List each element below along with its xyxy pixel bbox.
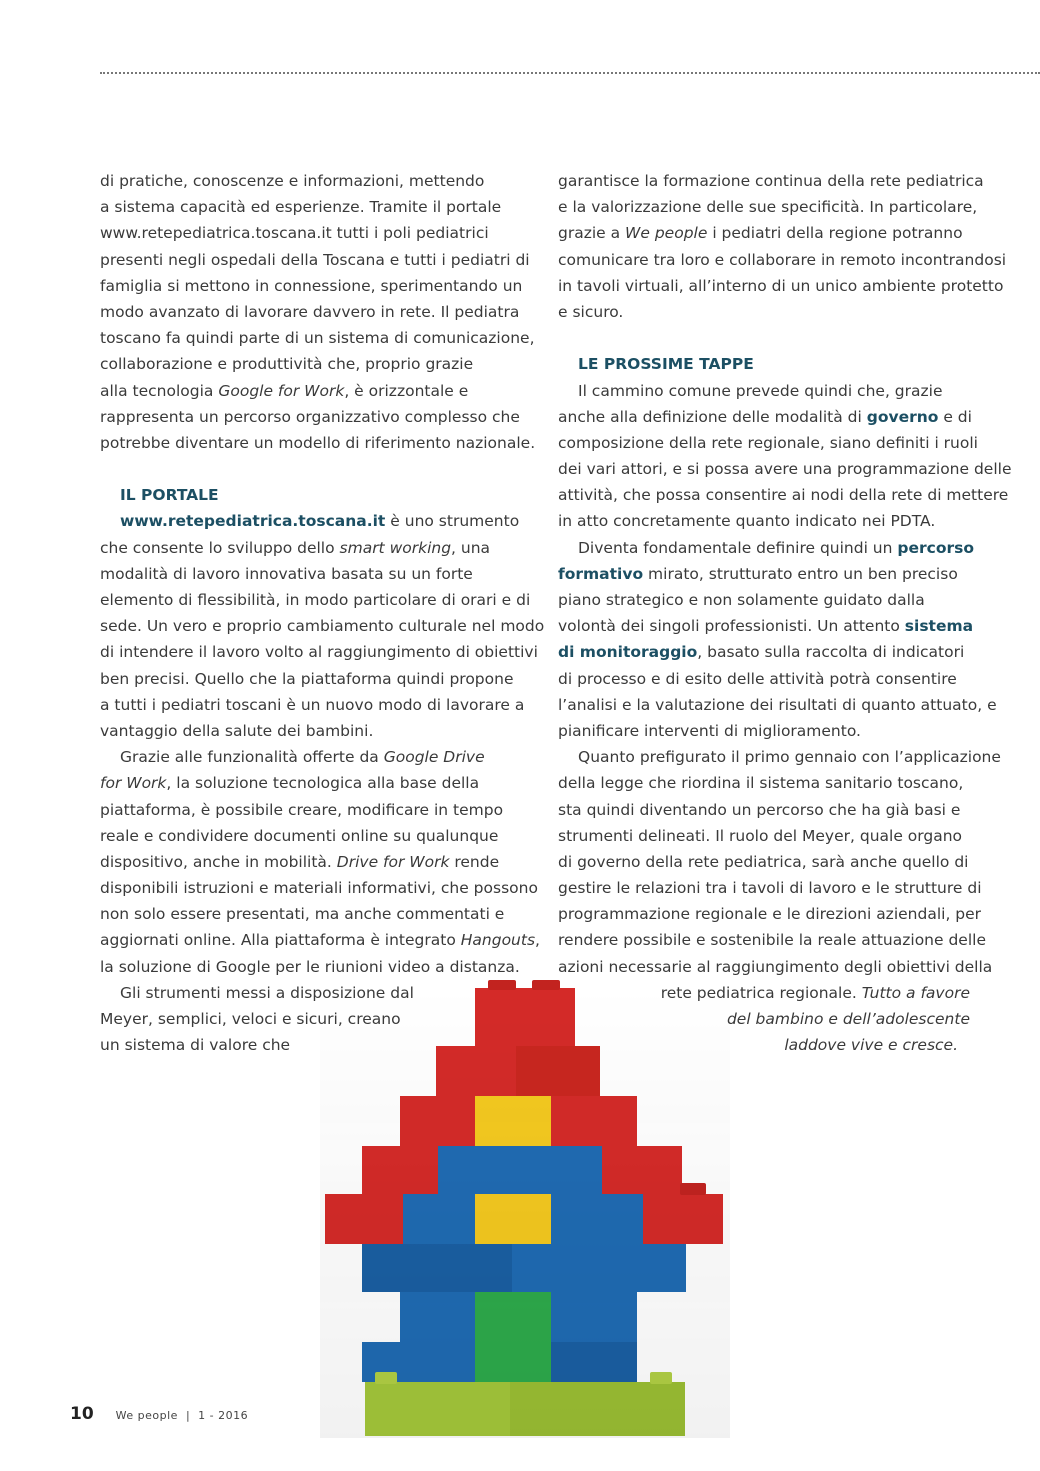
italic-text: smart working xyxy=(339,538,452,557)
text-span: Grazie alle funzionalità offerte da xyxy=(120,748,384,767)
text-line: strumenti delineati. Il ruolo del Meyer, quale organo xyxy=(558,826,963,845)
text-line: a sistema capacità ed esperienze. Tramite il portale xyxy=(100,198,502,217)
text-line: in tavoli virtuali, all’interno di un unico ambiente protetto xyxy=(558,276,1004,295)
text-line: toscano fa quindi parte di un sistema di comunicazione, xyxy=(100,329,535,348)
text-span: , la soluzione tecnologica alla base della xyxy=(166,774,480,793)
text-line xyxy=(558,404,990,430)
text-line: programmazione regionale e le direzioni aziendali, per xyxy=(558,905,982,924)
italic-text: del bambino e dell’adolescente xyxy=(726,1010,970,1028)
text-line xyxy=(558,535,990,561)
left-column xyxy=(100,168,545,1058)
text-line: elemento di flessibilità, in modo particolare di orari e di xyxy=(100,591,531,609)
text-line: della legge che riordina il sistema sanitario toscano, xyxy=(558,774,964,793)
text-span: rete pediatrica regionale. xyxy=(660,983,862,1002)
section-heading-portale: IL PORTALE xyxy=(120,486,219,505)
text-line: di processo e di esito delle attività potrà consentire xyxy=(558,669,957,688)
section-heading-tappe: LE PROSSIME TAPPE xyxy=(578,355,754,374)
italic-text: Hangouts xyxy=(460,931,536,950)
text-line xyxy=(100,770,540,796)
text-span: i pediatri della regione potranno xyxy=(707,224,963,243)
text-line: famiglia si mettono in connessione, sperimentando un xyxy=(100,276,523,295)
keyword: formativo xyxy=(558,564,644,583)
italic-text: Google Drive xyxy=(383,748,485,767)
text-span: , una xyxy=(451,538,491,557)
text-line: rendere possibile e sostenibile la reale attuazione delle xyxy=(558,931,986,950)
text-span: grazie a xyxy=(558,224,626,243)
text-line: collaborazione e produttività che, proprio grazie xyxy=(100,355,474,374)
text-line xyxy=(100,535,540,561)
text-line xyxy=(100,378,540,404)
text-line: Quanto prefigurato il primo gennaio con l’applicazione xyxy=(578,748,1001,767)
text-line: Gli strumenti messi a disposizione dal xyxy=(120,983,414,1002)
text-line: gestire le relazioni tra i tavoli di lavoro e le strutture di xyxy=(558,879,982,898)
text-span: dispositivo, anche in mobilità. xyxy=(100,852,337,871)
text-line xyxy=(558,220,990,246)
text-line: sta quindi diventando un percorso che ha già basi e xyxy=(558,800,961,819)
text-span: anche alla definizione delle modalità di xyxy=(558,407,867,426)
text-line: azioni necessarie al raggiungimento degli obiettivi della xyxy=(558,957,993,976)
text-line: composizione della rete regionale, siano definiti i ruoli xyxy=(558,433,978,452)
italic-text: Drive for Work xyxy=(336,852,450,871)
text-line: disponibili istruzioni e materiali informativi, che possono xyxy=(100,879,538,898)
text-span: Diventa fondamentale definire quindi un xyxy=(578,538,898,557)
text-line: sede. Un vero e proprio cambiamento culturale nel modo xyxy=(100,617,545,636)
text-span: mirato, strutturato entro un ben preciso xyxy=(643,564,958,583)
italic-text: Tutto a favore xyxy=(861,983,970,1002)
keyword: governo xyxy=(866,407,939,426)
text-line: comunicare tra loro e collaborare in remoto incontrandosi xyxy=(558,250,1007,269)
text-span: aggiornati online. Alla piattaforma è integrato xyxy=(100,931,461,950)
text-line xyxy=(558,613,990,639)
page-footer xyxy=(70,1404,248,1424)
text-line xyxy=(100,508,540,534)
italic-text: for Work xyxy=(100,774,167,793)
text-span: e di xyxy=(938,407,972,426)
text-line: vantaggio della salute dei bambini. xyxy=(100,721,374,740)
text-line: potrebbe diventare un modello di riferimento nazionale. xyxy=(100,433,536,452)
text-line xyxy=(100,744,540,770)
text-line: pianificare interventi di miglioramento. xyxy=(558,721,861,740)
text-line: in atto concretamente quanto indicato nei PDTA. xyxy=(558,512,936,531)
text-line: la soluzione di Google per le riunioni video a distanza. xyxy=(100,957,520,976)
keyword: di monitoraggio xyxy=(558,643,698,662)
italic-text: We people xyxy=(625,224,708,243)
text-span: rende xyxy=(449,852,500,871)
lego-house-icon xyxy=(320,978,730,1438)
text-span: , basato sulla raccolta di indicatori xyxy=(697,643,965,662)
italic-text: laddove vive e cresce. xyxy=(784,1036,958,1055)
keyword: sistema xyxy=(904,617,974,636)
text-line: piano strategico e non solamente guidato dalla xyxy=(558,591,925,609)
text-span: , è orizzontale e xyxy=(344,381,469,400)
text-line: non solo essere presentati, ma anche commentati e xyxy=(100,905,505,924)
text-line: un sistema di valore che xyxy=(100,1036,291,1055)
text-line: modo avanzato di lavorare davvero in rete. Il pediatra xyxy=(100,302,520,321)
text-line xyxy=(100,927,540,953)
text-line: www.retepediatrica.toscana.it tutti i poli pediatrici xyxy=(100,224,489,243)
text-line: Meyer, semplici, veloci e sicuri, creano xyxy=(100,1010,401,1028)
text-span: alla tecnologia xyxy=(100,381,219,400)
text-span: volontà dei singoli professionisti. Un attento xyxy=(558,617,905,636)
right-column xyxy=(558,168,1012,1058)
text-line: dei vari attori, e si possa avere una programmazione delle xyxy=(558,460,1012,479)
text-span: è uno strumento xyxy=(385,512,520,531)
text-line: a tutti i pediatri toscani è un nuovo modo di lavorare a xyxy=(100,695,525,714)
text-line xyxy=(558,561,990,587)
text-line: di pratiche, conoscenze e informazioni, mettendo xyxy=(100,172,485,190)
text-span: che consente lo sviluppo dello xyxy=(100,538,340,557)
text-line: e la valorizzazione delle sue specificità. In particolare, xyxy=(558,198,978,217)
italic-text: Google for Work xyxy=(218,381,345,400)
text-line: piattaforma, è possibile creare, modificare in tempo xyxy=(100,800,504,819)
portal-link[interactable]: www.retepediatrica.toscana.it xyxy=(120,512,386,531)
text-line xyxy=(558,639,990,665)
text-line xyxy=(100,849,540,875)
publication-info: We people | 1 - 2016 xyxy=(115,1409,249,1422)
text-line: l’analisi e la valutazione dei risultati di quanto attuato, e xyxy=(558,695,997,714)
text-line: rappresenta un percorso organizzativo complesso che xyxy=(100,407,520,426)
text-span: , xyxy=(535,931,540,950)
page-number: 10 xyxy=(70,1404,94,1424)
text-line: e sicuro. xyxy=(558,302,624,321)
text-line: di governo della rete pediatrica, sarà anche quello di xyxy=(558,852,969,871)
text-line: Il cammino comune prevede quindi che, grazie xyxy=(578,381,943,400)
text-line: attività, che possa consentire ai nodi della rete di mettere xyxy=(558,486,1009,505)
text-line: reale e condividere documenti online su qualunque xyxy=(100,826,499,845)
text-line: presenti negli ospedali della Toscana e tutti i pediatri di xyxy=(100,250,530,269)
text-line: ben precisi. Quello che la piattaforma quindi propone xyxy=(100,669,514,688)
top-dotted-rule xyxy=(100,72,1040,74)
text-line: garantisce la formazione continua della rete pediatrica xyxy=(558,172,984,190)
text-line: modalità di lavoro innovativa basata su un forte xyxy=(100,564,473,583)
keyword: percorso xyxy=(897,538,974,557)
text-line: di intendere il lavoro volto al raggiungimento di obiettivi xyxy=(100,643,538,662)
